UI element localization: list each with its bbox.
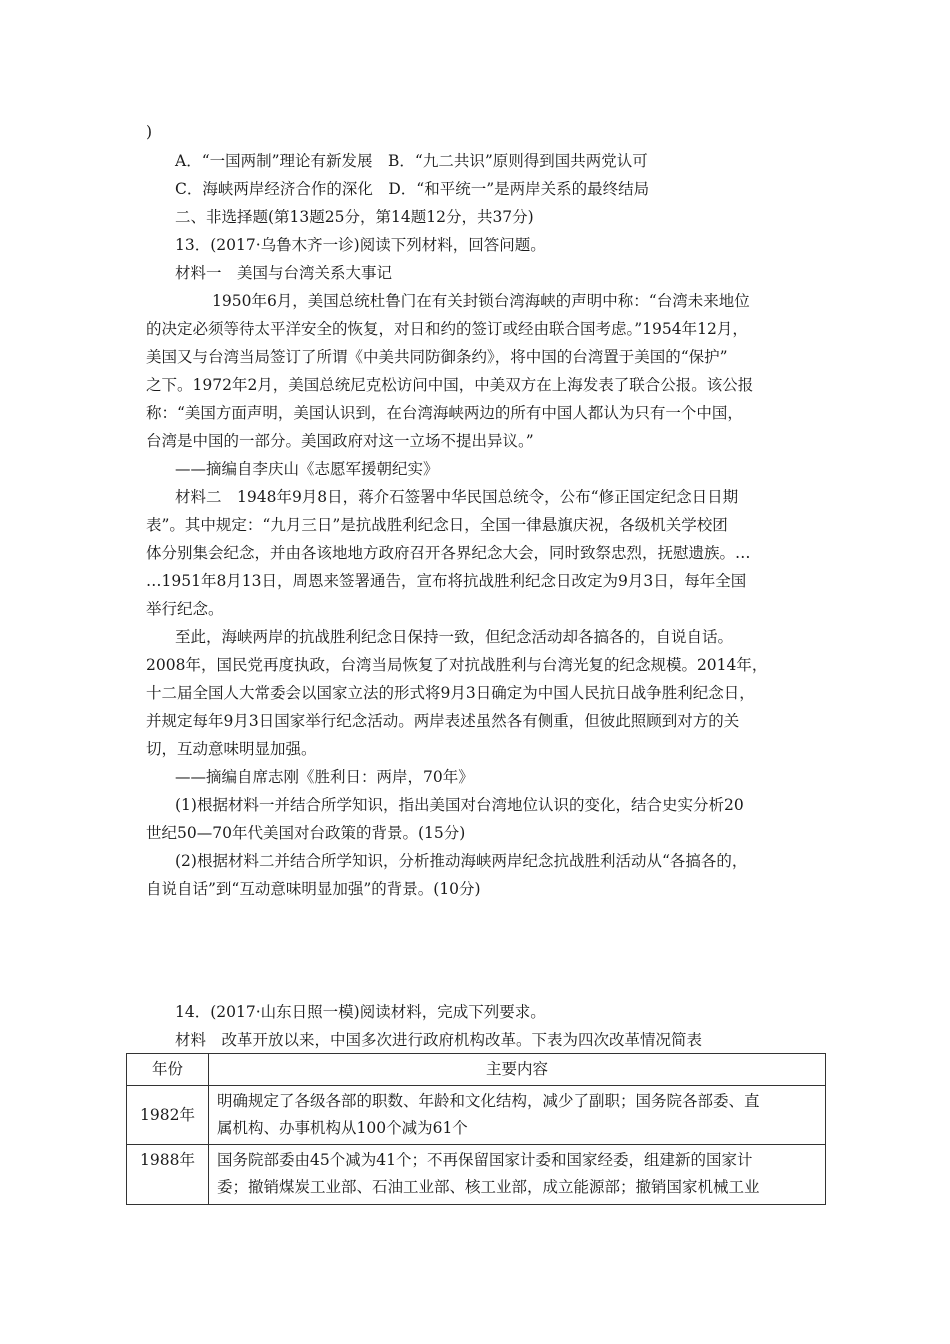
reform-table bbox=[126, 1053, 826, 1205]
table-row bbox=[127, 1145, 826, 1205]
q13-material1-line: 称：“美国方面声明，美国认识到，在台湾海峡两边的所有中国人都认为只有一个中国， bbox=[146, 404, 743, 422]
q13-subquestion-2: (2)根据材料二并结合所学知识，分析推动海峡两岸纪念抗战胜利活动从“各搞各的， bbox=[175, 852, 748, 870]
q14-stem: 14．(2017·山东日照一模)阅读材料，完成下列要求。 bbox=[175, 1003, 546, 1021]
q13-material2-line: 举行纪念。 bbox=[146, 600, 224, 618]
cell-year: 1988年 bbox=[127, 1145, 209, 1205]
q13-subquestion-2-cont: 自说自话”到“互动意味明显加强”的背景。(10分) bbox=[146, 880, 481, 898]
section-heading: 二、非选择题(第13题25分，第14题12分，共37分) bbox=[175, 208, 534, 226]
previous-question-tail: ) bbox=[146, 123, 153, 141]
q13-material1-title: 材料一 美国与台湾关系大事记 bbox=[175, 264, 393, 282]
table-row bbox=[127, 1086, 826, 1145]
q13-material2-para2-line: 至此，海峡两岸的抗战胜利纪念日保持一致，但纪念活动却各搞各的，自说自话。 bbox=[175, 628, 734, 646]
q13-material1-source: ——摘编自李庆山《志愿军援朝纪实》 bbox=[175, 460, 439, 478]
cell-year: 1982年 bbox=[127, 1086, 209, 1145]
q13-subquestion-1-cont: 世纪50—70年代美国对台政策的背景。(15分) bbox=[146, 824, 466, 842]
cell-content bbox=[209, 1086, 826, 1145]
q13-material2-source: ——摘编自席志刚《胜利日：两岸，70年》 bbox=[175, 768, 474, 786]
q13-material2-line: …1951年8月13日，周恩来签署通告，宣布将抗战胜利纪念日改定为9月3日，每年全国 bbox=[146, 572, 747, 590]
cell-content bbox=[209, 1145, 826, 1205]
cell-line: 明确规定了各级各部的职数、年龄和文化结构，减少了副职；国务院各部委、直 bbox=[217, 1092, 760, 1110]
q13-subquestion-1: (1)根据材料一并结合所学知识，指出美国对台湾地位认识的变化，结合史实分析20 bbox=[175, 796, 744, 814]
q13-material2-line: 材料二 1948年9月8日，蒋介石签署中华民国总统令，公布“修正国定纪念日日期 bbox=[175, 488, 739, 506]
q13-material2-para2-line: 十二届全国人大常委会以国家立法的形式将9月3日确定为中国人民抗日战争胜利纪念日， bbox=[146, 684, 755, 702]
q13-stem: 13．(2017·乌鲁木齐一诊)阅读下列材料，回答问题。 bbox=[175, 236, 546, 254]
options-line-cd: C．海峡两岸经济合作的深化 D．“和平统一”是两岸关系的最终结局 bbox=[175, 180, 650, 198]
options-line-ab: A．“一国两制”理论有新发展 B．“九二共识”原则得到国共两党认可 bbox=[175, 152, 648, 170]
q13-material2-para2-line: 2008年，国民党再度执政，台湾当局恢复了对抗战胜利与台湾光复的纪念规模。2014年， bbox=[146, 656, 768, 674]
cell-line: 委；撤销煤炭工业部、石油工业部、核工业部，成立能源部；撤销国家机械工业 bbox=[217, 1178, 760, 1196]
q13-material2-para2-line: 切，互动意味明显加强。 bbox=[146, 740, 317, 758]
q13-material2-line: 体分别集会纪念，并由各该地地方政府召开各界纪念大会，同时致祭忠烈，抚慰遗族。… bbox=[146, 544, 751, 562]
q13-material1-line: 的决定必须等待太平洋安全的恢复，对日和约的签订或经由联合国考虑。”1954年12月， bbox=[146, 320, 748, 338]
table-header-row bbox=[127, 1054, 826, 1086]
q13-material1-line: 1950年6月，美国总统杜鲁门在有关封锁台湾海峡的声明中称：“台湾未来地位 bbox=[212, 292, 750, 310]
header-content: 主要内容 bbox=[209, 1054, 826, 1086]
q13-material2-para2-line: 并规定每年9月3日国家举行纪念活动。两岸表述虽然各有侧重，但彼此照顾到对方的关 bbox=[146, 712, 740, 730]
q13-material1-line: 之下。1972年2月，美国总统尼克松访问中国，中美双方在上海发表了联合公报。该公报 bbox=[146, 376, 754, 394]
q14-material: 材料 改革开放以来，中国多次进行政府机构改革。下表为四次改革情况简表 bbox=[175, 1031, 703, 1049]
cell-line: 属机构、办事机构从100个减为61个 bbox=[217, 1119, 468, 1137]
q13-material1-line: 美国又与台湾当局签订了所谓《中美共同防御条约》，将中国的台湾置于美国的“保护” bbox=[146, 348, 728, 366]
cell-line: 国务院部委由45个减为41个；不再保留国家计委和国家经委，组建新的国家计 bbox=[217, 1151, 753, 1169]
q13-material2-line: 表”。其中规定：“九月三日”是抗战胜利纪念日，全国一律悬旗庆祝，各级机关学校团 bbox=[146, 516, 728, 534]
header-year: 年份 bbox=[127, 1054, 209, 1086]
q13-material1-line: 台湾是中国的一部分。美国政府对这一立场不提出异议。” bbox=[146, 432, 534, 450]
